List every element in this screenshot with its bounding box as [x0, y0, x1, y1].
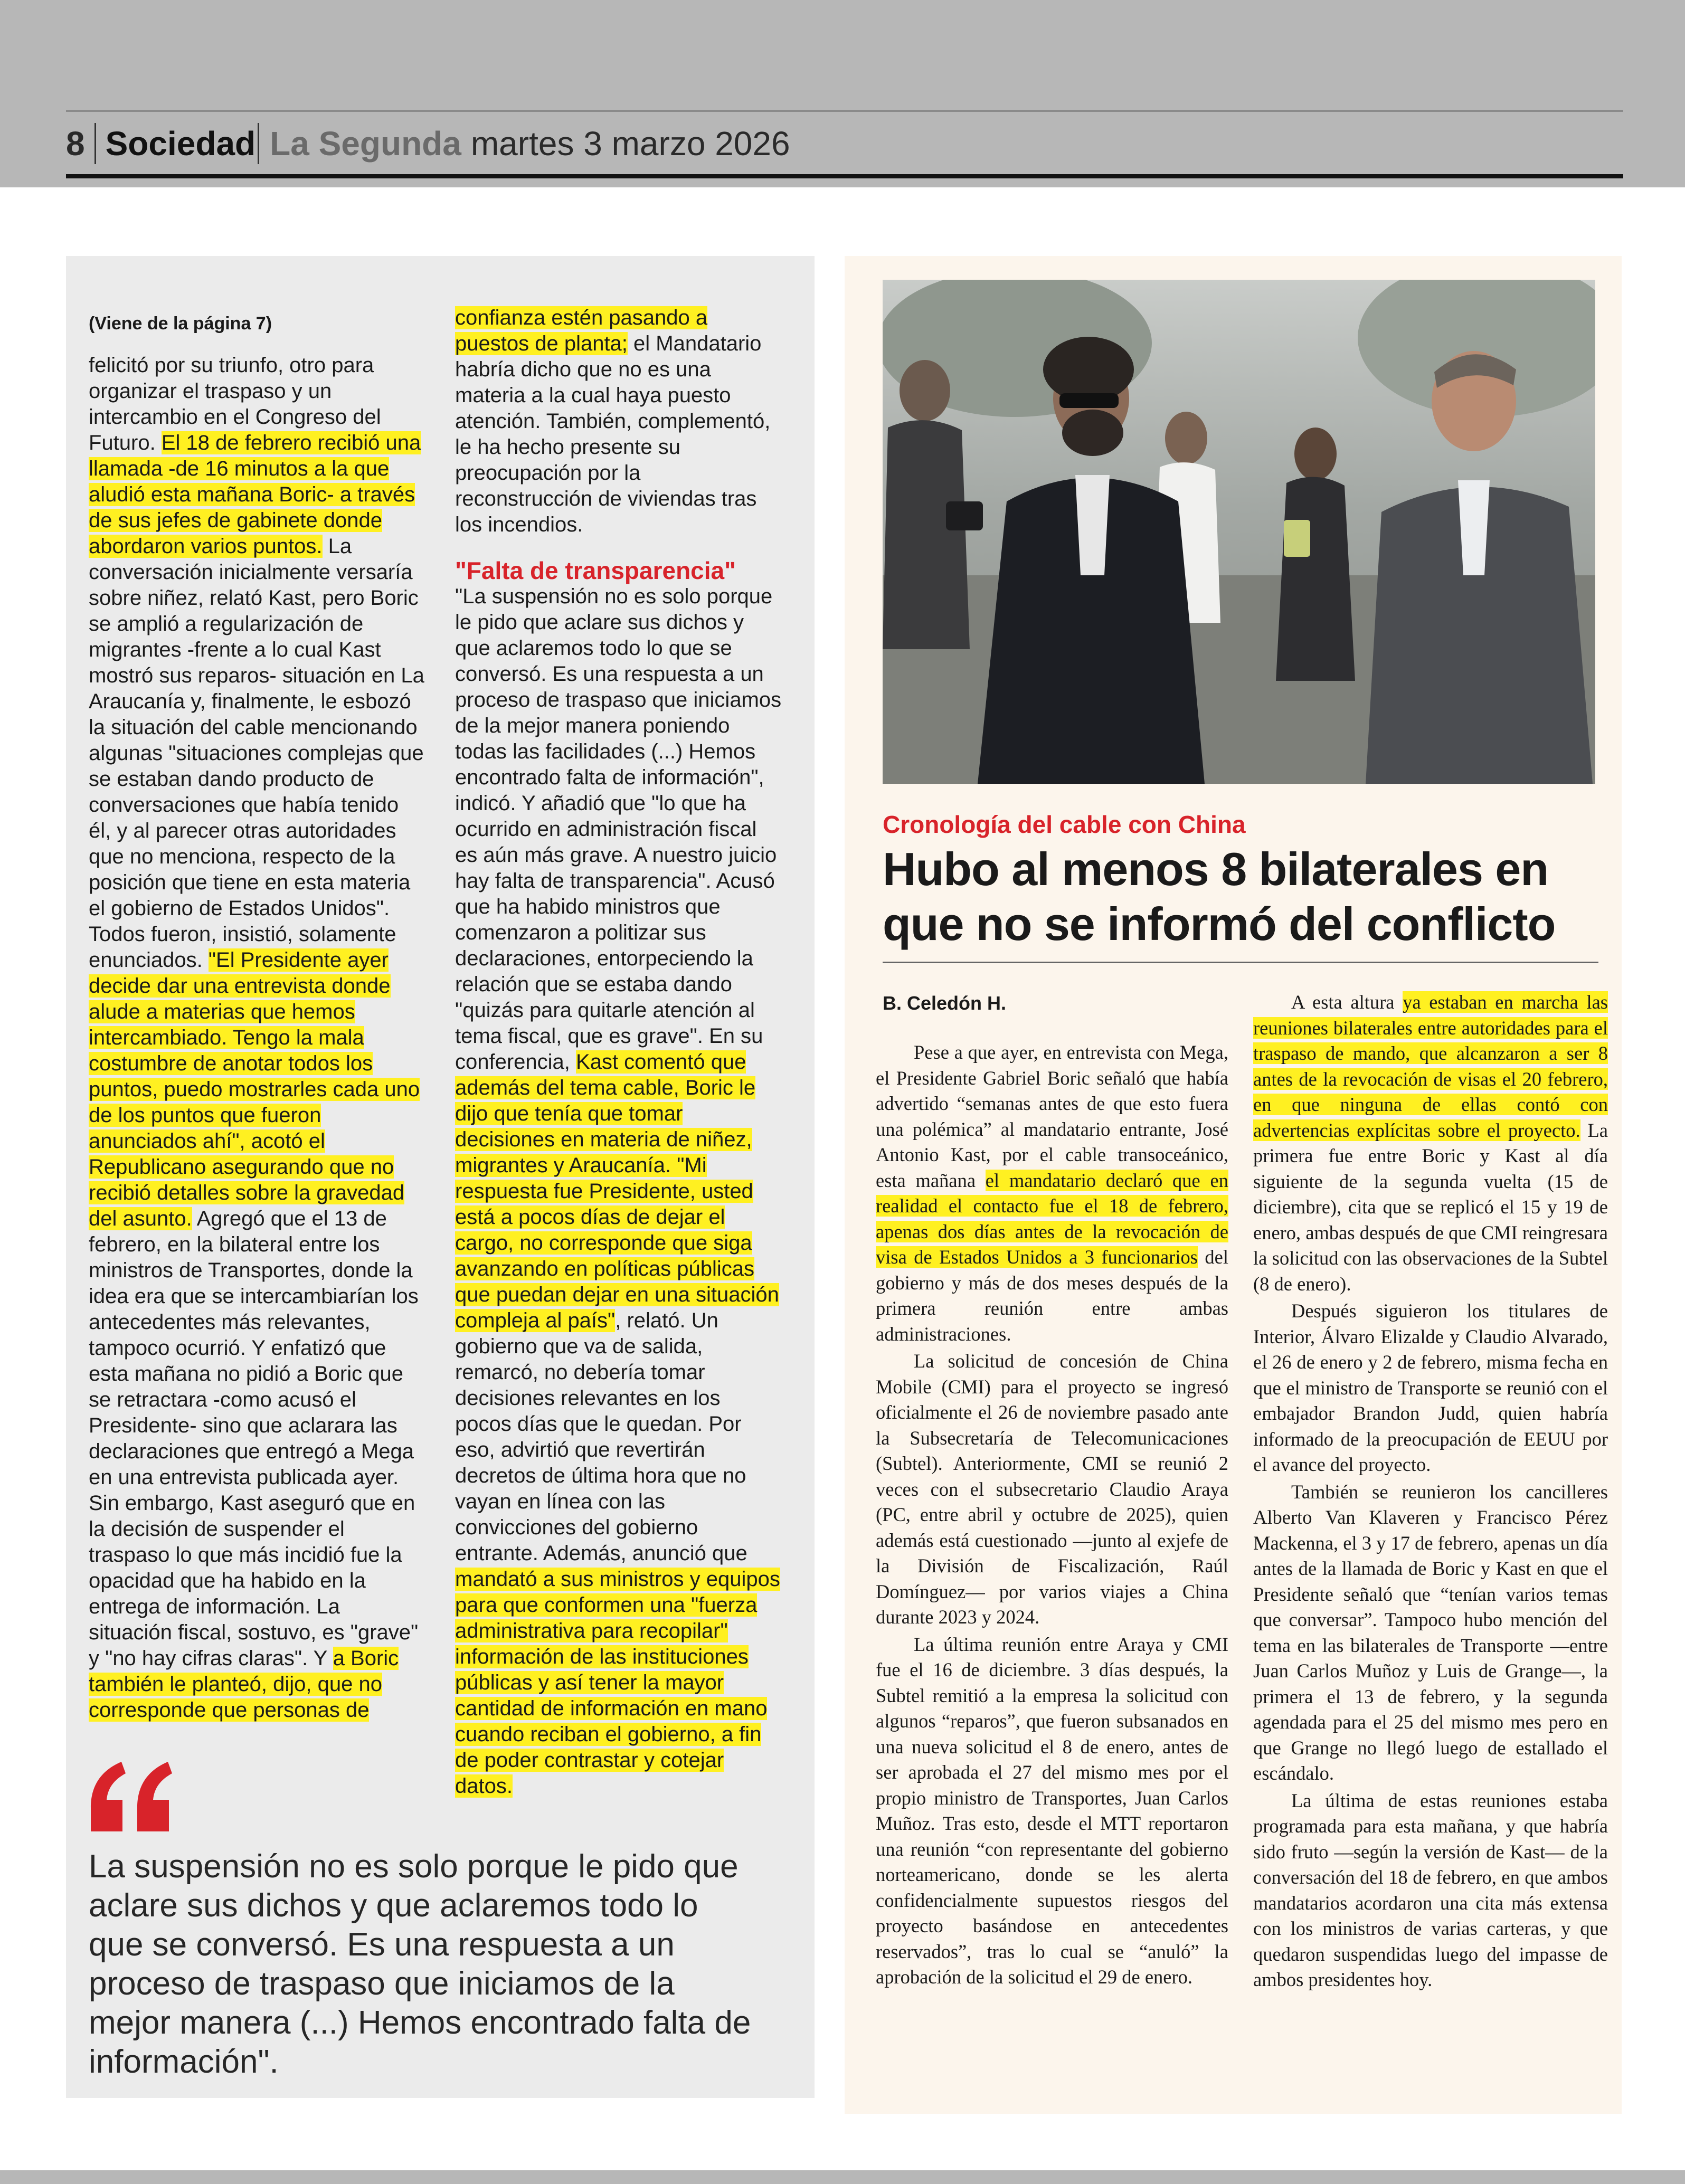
text-segment: , relató. Un gobierno que va de salida, remarcó, no debería tomar decisiones relevantes en los pocos días que le quedan. Por eso, advirtió que revertirán decretos de última hora que no vayan en línea con las convicciones del gobierno entrante. Además, anunció que	[455, 1309, 747, 1565]
text-segment: También se reunieron los cancilleres Alberto Van Klaveren y Francisco Pérez Mackenna, el 3 y 17 de febrero, apenas un día antes de la llamada de Boric y Kast en que el Presidente señaló que “tenían varios temas que conversar”. Tampoco hubo mención del tema en las bilaterales de Transporte —entre Juan Carlos Muñoz y Luis de Grange—, la primera el 13 de febrero, y la segunda agendada para el 25 del mismo mes pero en que Grange no llegó luego de estallado el escándalo.	[1253, 1480, 1608, 1784]
text-segment: del gobierno y más de dos meses después de la primera reunión entre ambas administraciones.	[876, 1246, 1228, 1345]
text-segment: A esta altura	[1291, 991, 1403, 1013]
newspaper-name: La Segunda	[270, 125, 461, 163]
page-number: 8	[66, 125, 85, 163]
highlighted-segment: "El Presidente ayer decide dar una entrevista donde alude a materias que hemos intercambiado. Tengo la mala costumbre de anotar todos los puntos, puedo mostrarles cada uno de los puntos que fueron anunciados ahí", acotó el Republicano asegurando que no recibió detalles sobre la gravedad del asunto.	[89, 948, 420, 1230]
text-segment: La última reunión entre Araya y CMI fue el 16 de diciembre. 3 días después, la Subtel remitió a la empresa la solicitud con algunos “reparos”, que fueron subsanados en una nueva solicitud el 8 de enero, antes de ser aprobada el 27 del mismo mes por el propio ministro de Transportes, Juan Carlos Muñoz. Tras esto, desde el MTT reportaron una reunión “con representante del gobierno norteamericano, donde se les alerta confidencialmente supuestos riesgos del proyecto basándose en antecedentes reservados”, tras lo cual se “anuló” la aprobación de la solicitud el 29 de enero.	[876, 1633, 1228, 1988]
article-headline: Hubo al menos 8 bilaterales en que no se informó del conflicto	[883, 843, 1556, 950]
section-name: Sociedad	[105, 125, 256, 163]
paragraph	[1253, 1298, 1608, 1478]
highlighted-segment: Kast comentó que además del tema cable, Boric le dijo que tenía que tomar decisiones en materia de niñez, migrantes y Araucanía. "Mi respuesta fue Presidente, usted está a pocos días de dejar el cargo, no corresponde que siga avanzando en políticas públicas que puedan dejar en una situación compleja al país"	[455, 1050, 779, 1332]
pull-quote: La suspensión no es solo porque le pido que aclare sus dichos y que aclaremos todo lo que se conversó. Es una respuesta a un proceso de traspaso que iniciamos de la mejor manera (...) Hemos encontrado falta de información".	[89, 1848, 751, 2080]
highlighted-segment: El 18 de febrero recibió una llamada -de 16 minutos a la que aludió esta mañana Boric- a través de sus jefes de gabinete donde abordaron varios puntos.	[89, 431, 421, 558]
subheading: "Falta de transparencia"	[455, 557, 736, 584]
continued-from-label: (Viene de la página 7)	[89, 314, 272, 334]
highlighted-segment: confianza estén pasando a puestos de planta;	[455, 306, 708, 355]
article-photo	[883, 280, 1595, 784]
footer-band	[0, 2170, 1685, 2184]
highlighted-segment: el mandatario declaró que en realidad el contacto fue el 18 de febrero, apenas dos días antes de la revocación de visa de Estados Unidos a 3 funcionarios	[876, 1169, 1228, 1268]
highlighted-segment: mandató a sus ministros y equipos para que conformen una "fuerza administrativa para recopilar" información de las instituciones públicas y así tener la mayor cantidad de información en mano cuando reciban el gobierno, a fin de poder contrastar y cotejar datos.	[455, 1568, 780, 1798]
article-column-3	[876, 1040, 1228, 1992]
article-column-4	[1253, 990, 1608, 1995]
text-segment: La conversación inicialmente versaría sobre niñez, relató Kast, pero Boric se amplió a regularización de migrantes -frente a lo cual Kast mostró sus reparos- situación en La Araucanía y, finalmente, le esbozó la situación del cable mencionando algunas "situaciones complejas que se estaban dando producto de conversaciones que había tenido él, y al parecer otras autoridades que no menciona, respecto de la posición que tiene en esta materia el gobierno de Estados Unidos". Todos fueron, insistió, solamente enunciados.	[89, 535, 424, 972]
paragraph	[1253, 1479, 1608, 1787]
header-separator	[94, 123, 96, 164]
article-byline: B. Celedón H.	[883, 992, 1007, 1014]
header-bottom-rule	[66, 174, 1623, 178]
text-segment: "La suspensión no es solo porque le pido que aclare sus dichos y que aclaremos todo lo que se conversó. Es una respuesta a un proceso de traspaso que iniciamos de la mejor manera poniendo todas las facilidades (...) Hemos encontrado falta de información", indicó. Y añadió que "lo que ha ocurrido en administración fiscal es aún más grave. A nuestro juicio hay falta de transparencia". Acusó que ha habido ministros que comenzaron a politizar sus declaraciones, entorpeciendo la relación que se estaba dando "quizás para quitarle atención al tema fiscal, que es grave". En su conferencia,	[455, 585, 782, 1074]
continued-text-1	[89, 353, 427, 1723]
text-segment: La última de estas reuniones estaba programada para esta mañana, y que habría sido fruto —según la versión de Kast— de la conversación del 18 de febrero, en que ambos mandatarios acordaron una cita más extensa con los ministros de varias carteras, y que quedaron suspendidas luego del impasse de ambos presidentes hoy.	[1253, 1789, 1608, 1990]
text-segment: Pese a que ayer, en entrevista con Mega, el Presidente Gabriel Boric señaló que había advertido “semanas antes de que esto fuera una polémica” al mandatario entrante, José Antonio Kast, por el cable transoceánico, esta mañana	[876, 1041, 1228, 1191]
header-separator	[258, 123, 259, 164]
text-segment: felicitó por su triunfo, otro para organizar el traspaso y un intercambio en el Congreso del Futuro.	[89, 354, 381, 454]
continued-column-2	[455, 305, 782, 1799]
text-segment: Después siguieron los titulares de Interior, Álvaro Elizalde y Claudio Alvarado, el 26 de enero y 2 de febrero, misma fecha en que el ministro de Transporte se reunió con el embajador Brandon Judd, quien habría informado de la preocupación de EEUU por el avance del proyecto.	[1253, 1300, 1608, 1475]
headline-rule	[883, 962, 1598, 963]
paragraph	[876, 1349, 1228, 1630]
text-segment: el Mandatario habría dicho que no es una materia a la cual haya puesto atención. También, complementó, le ha hecho presente su preocupación por la reconstrucción de viviendas tras los incendios.	[455, 332, 771, 536]
issue-date: martes 3 marzo 2026	[470, 125, 790, 163]
article-kicker: Cronología del cable con China	[883, 811, 1246, 838]
highlighted-segment: ya estaban en marcha las reuniones bilaterales entre autoridades para el traspaso de mando, que alcanzaron a ser 8 antes de la revocación de visas el 20 febrero, en que ninguna de ellas contó con advertencias explícitas sobre el proyecto.	[1253, 991, 1608, 1141]
continued-column-1	[89, 305, 427, 1723]
paragraph	[1253, 1788, 1608, 1993]
quote-mark-icon	[84, 1758, 174, 1837]
highlighted-segment: a Boric también le planteó, dijo, que no corresponde que personas de	[89, 1647, 399, 1722]
paragraph	[876, 1632, 1228, 1990]
continued-text-2a	[455, 305, 782, 538]
text-segment: Agregó que el 13 de febrero, en la bilateral entre los ministros de Transportes, donde la idea era que se intercambiarían los antecedentes más relevantes, tampoco ocurrió. Y enfatizó que esta mañana no pidió a Boric que se retractara -como acusó el Presidente- sino que aclarara las declaraciones que entregó a Mega en una entrevista publicada ayer. Sin embargo, Kast aseguró que en la decisión de suspender el traspaso lo que más incidió fue la opacidad que ha habido en la entrega de información. La situación fiscal, sostuvo, es "grave" y "no hay cifras claras". Y	[89, 1207, 419, 1670]
text-segment: La primera fue entre Boric y Kast al día siguiente de la segunda vuelta (15 de diciembre), cita que se replicó el 15 y 19 de enero, ambas después de que CMI reingresara la solicitud con las observaciones de la Subtel (8 de enero).	[1253, 1119, 1608, 1295]
continued-text-2b	[455, 584, 782, 1799]
paragraph	[876, 1040, 1228, 1347]
page-header	[66, 112, 790, 175]
paragraph	[1253, 990, 1608, 1297]
text-segment: La solicitud de concesión de China Mobile (CMI) para el proyecto se ingresó oficialmente el 26 de noviembre pasado ante la Subsecretaría de Telecomunicaciones (Subtel). Anteriormente, CMI se reunió 2 veces con el subsecretario Claudio Araya (PC, entre abril y octubre de 2025), quien además está cuestionado —junto al exjefe de la División de Fiscalización, Raúl Domínguez— por varios viajes a China durante 2023 y 2024.	[876, 1350, 1228, 1628]
